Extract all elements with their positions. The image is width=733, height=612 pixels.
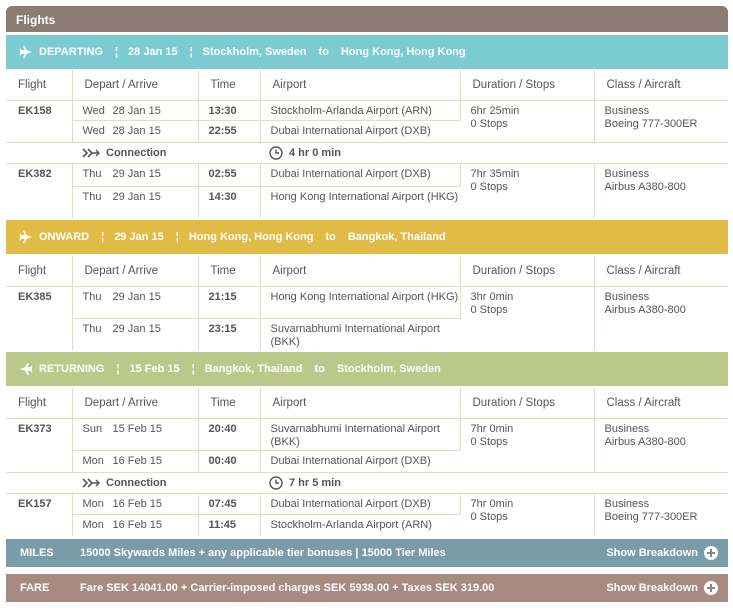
- flight-number: EK373: [6, 418, 72, 472]
- connection-label-group: [82, 147, 167, 159]
- depart-date: Sun 15 Feb 15: [72, 418, 198, 450]
- col-depart-arrive: Depart / Arrive: [72, 70, 198, 100]
- arrive-time: 00:40: [198, 450, 260, 472]
- depart-time: 07:45: [198, 494, 260, 514]
- section-destination: Bangkok, Thailand: [347, 231, 446, 243]
- col-airport: Airport: [260, 388, 460, 418]
- connection-label: Connection: [106, 477, 167, 489]
- connection-label-group: [82, 477, 167, 489]
- departing-table: [6, 70, 728, 142]
- depart-time: 20:40: [198, 418, 260, 450]
- returning-table-2: [6, 494, 728, 536]
- arrive-airport: Dubai International Airport (DXB): [260, 120, 460, 142]
- divider: ¦: [116, 363, 120, 375]
- arrive-date: Wed 28 Jan 15: [72, 120, 198, 142]
- duration-stops: 7hr 0min 0 Stops: [460, 494, 594, 536]
- connection-time-group: [269, 146, 341, 160]
- col-time: Time: [198, 70, 260, 100]
- col-class: Class / Aircraft: [594, 70, 728, 100]
- miles-text: 15000 Skywards Miles + any applicable tier bonuses | 15000 Tier Miles: [80, 547, 446, 559]
- arrive-time: 23:15: [198, 318, 260, 350]
- col-time: Time: [198, 256, 260, 286]
- depart-date: Wed 28 Jan 15: [72, 100, 198, 120]
- section-to: to: [325, 231, 336, 243]
- clock-icon: [269, 476, 283, 490]
- table-row: [6, 286, 728, 318]
- section-date: 29 Jan 15: [114, 231, 164, 243]
- flight-number: EK382: [6, 164, 72, 218]
- section-label: ONWARD: [39, 231, 90, 243]
- fare-label: FARE: [20, 582, 50, 594]
- connection-time: 7 hr 5 min: [289, 477, 341, 489]
- section-origin: Bangkok, Thailand: [204, 363, 303, 375]
- clock-icon: [269, 146, 283, 160]
- col-class: Class / Aircraft: [594, 388, 728, 418]
- section-to: to: [318, 46, 329, 58]
- class-aircraft: Business Boeing 777-300ER: [604, 104, 698, 130]
- panel-title: Flights: [6, 6, 728, 32]
- arrive-time: 22:55: [198, 120, 260, 142]
- depart-time: 02:55: [198, 164, 260, 186]
- table-header-row: [6, 70, 728, 100]
- col-duration: Duration / Stops: [460, 70, 594, 100]
- connection-label: Connection: [106, 147, 167, 159]
- depart-airport: Stockholm-Arlanda Airport (ARN): [260, 100, 460, 120]
- miles-label: MILES: [20, 547, 54, 559]
- arrive-airport: Hong Kong International Airport (HKG): [260, 186, 460, 218]
- show-breakdown-label: Show Breakdown: [606, 547, 698, 559]
- onward-table: [6, 256, 728, 350]
- onward-section-header: [6, 220, 728, 254]
- connection-time: 4 hr 0 min: [289, 147, 341, 159]
- section-destination: Hong Kong, Hong Kong: [340, 46, 466, 58]
- table-header-row: [6, 256, 728, 286]
- divider: ¦: [101, 231, 105, 243]
- depart-date: Thu 29 Jan 15: [72, 286, 198, 318]
- depart-time: 13:30: [198, 100, 260, 120]
- duration-stops: 7hr 35min 0 Stops: [460, 164, 594, 218]
- col-flight: Flight: [6, 256, 72, 286]
- section-date: 28 Jan 15: [128, 46, 178, 58]
- table-row: [6, 494, 728, 514]
- table-header-row: [6, 388, 728, 418]
- arrive-date: Thu 29 Jan 15: [72, 318, 198, 350]
- arrive-airport: Suvarnabhumi International Airport (BKK): [260, 318, 460, 350]
- plane-icon: [19, 45, 33, 59]
- section-date: 15 Feb 15: [129, 363, 180, 375]
- miles-bar: [6, 539, 728, 567]
- duration-stops: 7hr 0min 0 Stops: [460, 418, 594, 472]
- arrive-airport: Stockholm-Arlanda Airport (ARN): [260, 514, 460, 536]
- duration-stops: 3hr 0min 0 Stops: [460, 286, 594, 350]
- section-label: DEPARTING: [39, 46, 103, 58]
- fare-text: Fare SEK 14041.00 + Carrier-imposed charges SEK 5938.00 + Taxes SEK 319.00: [80, 582, 495, 594]
- depart-time: 21:15: [198, 286, 260, 318]
- fare-bar: [6, 574, 728, 602]
- class-aircraft: Business Boeing 777-300ER: [604, 498, 698, 523]
- col-depart-arrive: Depart / Arrive: [72, 256, 198, 286]
- arrive-date: Thu 29 Jan 15: [72, 186, 198, 218]
- col-depart-arrive: Depart / Arrive: [72, 388, 198, 418]
- class-aircraft: Business Airbus A380-800: [604, 422, 686, 448]
- table-row: [6, 100, 728, 120]
- col-airport: Airport: [260, 70, 460, 100]
- arrive-airport: Dubai International Airport (DXB): [260, 450, 460, 472]
- fare-show-breakdown-button[interactable]: [606, 581, 718, 595]
- divider: ¦: [114, 46, 119, 58]
- departing-table-2: [6, 164, 728, 218]
- col-duration: Duration / Stops: [460, 388, 594, 418]
- arrive-date: Mon 16 Feb 15: [72, 450, 198, 472]
- depart-date: Mon 16 Feb 15: [72, 494, 198, 514]
- depart-airport: Hong Kong International Airport (HKG): [260, 286, 460, 318]
- plane-icon: [19, 362, 33, 376]
- connection-row: [6, 142, 728, 164]
- table-row: [6, 418, 728, 450]
- depart-airport: Suvarnabhumi International Airport (BKK): [260, 418, 460, 450]
- col-time: Time: [198, 388, 260, 418]
- connection-arrows-icon: [82, 478, 100, 488]
- connection-time-group: [269, 476, 341, 490]
- departing-section-header: [6, 35, 728, 69]
- plus-circle-icon: [704, 546, 718, 560]
- plane-icon: [19, 230, 33, 244]
- col-duration: Duration / Stops: [460, 256, 594, 286]
- show-breakdown-label: Show Breakdown: [606, 582, 698, 594]
- depart-airport: Dubai International Airport (DXB): [260, 494, 460, 514]
- col-airport: Airport: [260, 256, 460, 286]
- flight-number: EK158: [6, 100, 72, 142]
- section-destination: Stockholm, Sweden: [336, 363, 441, 375]
- table-row: [6, 164, 728, 186]
- section-label: RETURNING: [39, 363, 105, 375]
- divider: ¦: [175, 231, 179, 243]
- divider: ¦: [191, 363, 195, 375]
- returning-table: [6, 388, 728, 472]
- flight-number: EK385: [6, 286, 72, 350]
- arrive-date: Mon 16 Feb 15: [72, 514, 198, 536]
- depart-airport: Dubai International Airport (DXB): [260, 164, 460, 186]
- class-aircraft: Business Airbus A380-800: [604, 290, 686, 316]
- section-to: to: [314, 363, 325, 375]
- section-origin: Stockholm, Sweden: [202, 46, 307, 58]
- col-flight: Flight: [6, 388, 72, 418]
- connection-row: [6, 472, 728, 494]
- duration-stops: 6hr 25min 0 Stops: [460, 100, 594, 142]
- section-origin: Hong Kong, Hong Kong: [188, 231, 314, 243]
- col-flight: Flight: [6, 70, 72, 100]
- col-class: Class / Aircraft: [594, 256, 728, 286]
- plus-circle-icon: [704, 581, 718, 595]
- class-aircraft: Business Airbus A380-800: [604, 168, 686, 193]
- connection-arrows-icon: [82, 148, 100, 158]
- flight-number: EK157: [6, 494, 72, 536]
- returning-section-header: [6, 352, 728, 386]
- divider: ¦: [189, 46, 193, 58]
- miles-show-breakdown-button[interactable]: [606, 546, 718, 560]
- arrive-time: 14:30: [198, 186, 260, 218]
- depart-date: Thu 29 Jan 15: [72, 164, 198, 186]
- arrive-time: 11:45: [198, 514, 260, 536]
